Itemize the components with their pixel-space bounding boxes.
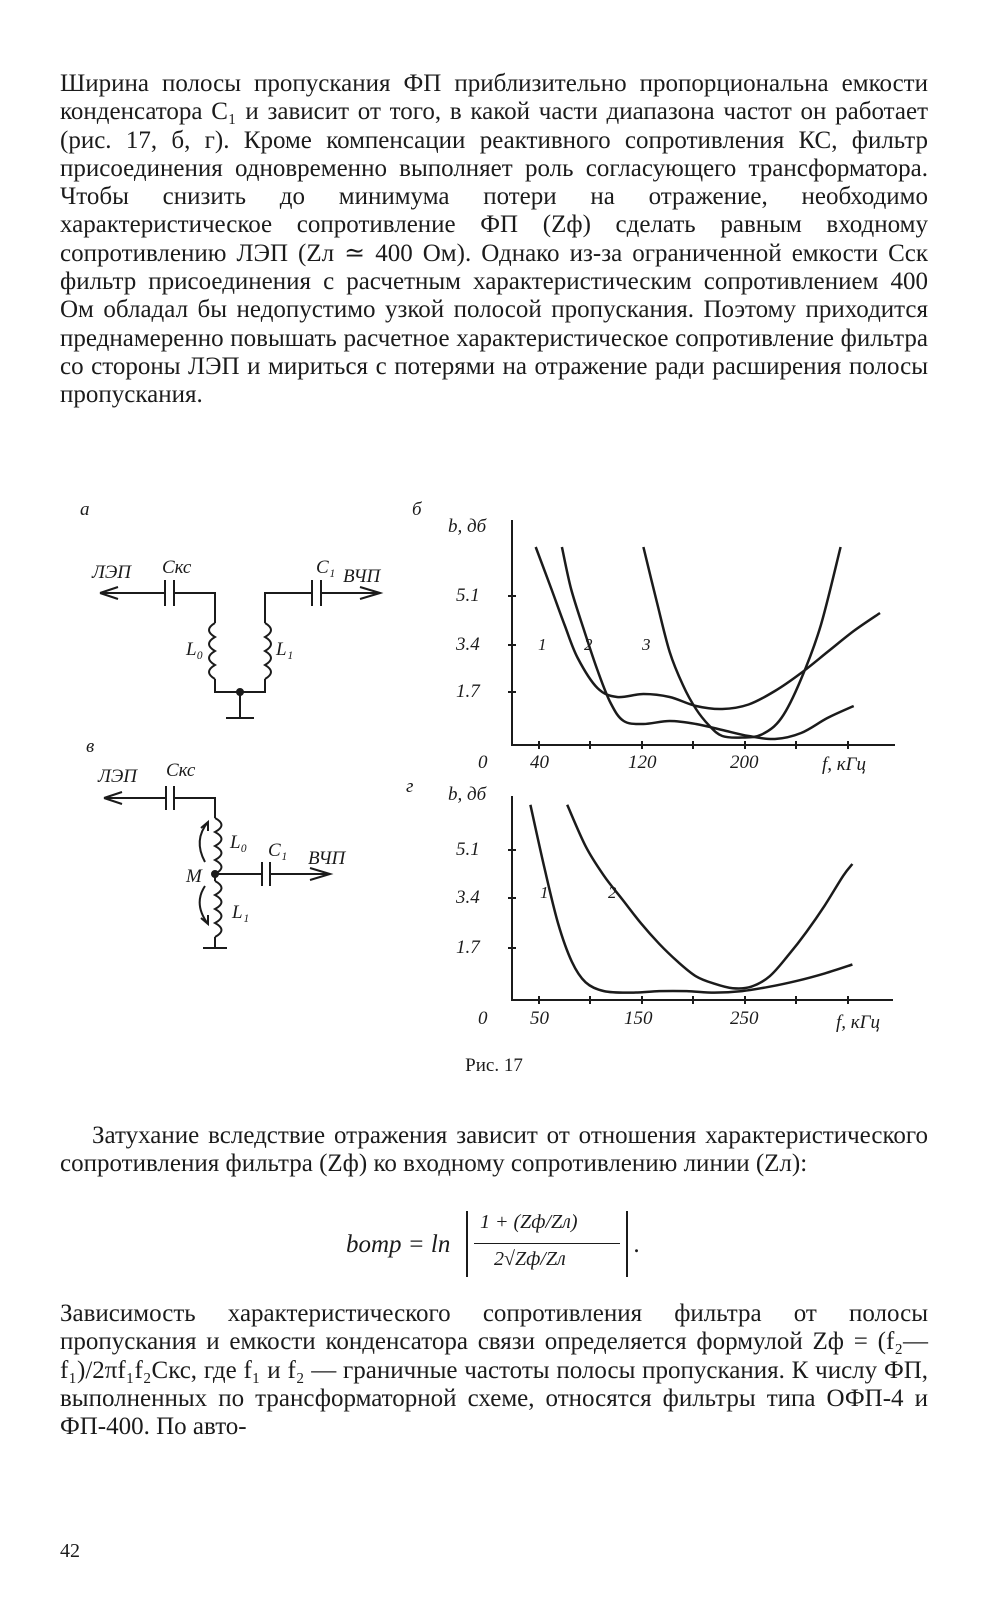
chart-b-series xyxy=(536,547,880,739)
panel-v-ind-0-label: L₀ xyxy=(230,832,248,853)
panel-v-mutual-label: M xyxy=(186,866,202,887)
chart-b-xtick-200: 200 xyxy=(730,752,759,773)
chart-g-ytick-1-7: 1.7 xyxy=(456,937,480,958)
chart-b-ytick-5-1: 5.1 xyxy=(456,585,480,606)
panel-v-label: в xyxy=(86,736,95,757)
chart-b-series-3-label: 3 xyxy=(642,635,651,654)
chart-b-xtick-40: 40 xyxy=(530,752,549,773)
chart-g-series-1-line xyxy=(530,805,852,993)
chart-b-series-3-line xyxy=(643,547,840,738)
chart-g-series-2-line xyxy=(567,805,852,989)
page-number: 42 xyxy=(60,1540,80,1562)
formula-abs-right xyxy=(626,1211,628,1277)
paragraph-reflection-text: Затухание вследствие отражения зависит от отношения характеристического сопротивления фильтра (Zф) ко входному сопротивлению линии (Zл): xyxy=(60,1122,928,1178)
chart-b-origin-label: 0 xyxy=(478,752,488,773)
chart-b-panel-label: б xyxy=(412,499,422,520)
panel-a-ind-0-label: L₀ xyxy=(186,639,204,660)
chart-g-series-2-label: 2 xyxy=(608,883,617,902)
formula-denominator: 2√Zф/Zл xyxy=(494,1248,566,1270)
schematic-a xyxy=(100,580,380,718)
chart-g-origin-label: 0 xyxy=(478,1008,488,1029)
chart-g-ylabel: b, дб xyxy=(448,784,487,805)
panel-v-cap-1-label: C₁ xyxy=(268,840,288,861)
chart-b-xlabel: f, кГц xyxy=(822,754,866,775)
panel-v-cap-ks-label: Cкс xyxy=(166,760,196,781)
panel-a-cap-1-label: C₁ xyxy=(316,557,336,578)
chart-g-xtick-50: 50 xyxy=(530,1008,549,1029)
panel-a-ind-1-label: L₁ xyxy=(276,639,294,660)
chart-b-series-1-line xyxy=(536,547,880,709)
paragraph-dependency: Зависимость характеристического сопротивления фильтра от полосы пропускания и емкости конденсатора связи определяется формулой Zф = (f₂—f₁)/2πf₁f₂Cкс, где f₁ и f₂ — граничные частоты полосы пропускания. К числу ФП, выполненных по трансформаторной схеме, относятся фильтры типа ОФП-4 и ФП-400. По авто- xyxy=(60,1300,928,1441)
formula-fraction-line xyxy=(474,1243,620,1244)
chart-b-ytick-3-4: 3.4 xyxy=(456,634,480,655)
chart-b-ytick-1-7: 1.7 xyxy=(456,681,480,702)
chart-g-axes xyxy=(508,796,893,1004)
chart-b-xtick-120: 120 xyxy=(628,752,657,773)
chart-g-xlabel: f, кГц xyxy=(836,1012,880,1033)
chart-g-series xyxy=(530,805,852,993)
chart-b-series-2-label: 2 xyxy=(584,635,593,654)
formula-numerator: 1 + (Zф/Zл) xyxy=(480,1211,578,1233)
panel-a-right-terminal: ВЧП xyxy=(343,566,381,587)
panel-v-left-terminal: ЛЭП xyxy=(98,766,138,787)
panel-v-right-terminal: ВЧП xyxy=(308,848,346,869)
chart-g-xtick-150: 150 xyxy=(624,1008,653,1029)
panel-v-ind-1-label: L₁ xyxy=(232,902,250,923)
paragraph-reflection xyxy=(60,1122,928,1179)
panel-a-label: а xyxy=(80,499,90,520)
formula-abs-left xyxy=(466,1211,468,1277)
chart-b-ylabel: b, дб xyxy=(448,516,487,537)
figure-caption: Рис. 17 xyxy=(465,1055,523,1076)
chart-b-axes xyxy=(508,520,895,749)
formula-lhs: bотр = ln xyxy=(346,1231,451,1258)
chart-g-ytick-5-1: 5.1 xyxy=(456,839,480,860)
chart-b-series-1-label: 1 xyxy=(538,635,547,654)
chart-b-series-2-line xyxy=(562,547,854,739)
schematic-v xyxy=(104,786,330,948)
panel-a-cap-ks-label: Cкс xyxy=(162,557,192,578)
chart-g-xtick-250: 250 xyxy=(730,1008,759,1029)
chart-g-panel-label: г xyxy=(406,776,414,797)
formula-trailing: . xyxy=(634,1231,641,1258)
chart-g-series-1-label: 1 xyxy=(540,883,549,902)
chart-g-ytick-3-4: 3.4 xyxy=(456,887,480,908)
panel-a-left-terminal: ЛЭП xyxy=(92,562,132,583)
paragraph-intro: Ширина полосы пропускания ФП приблизительно пропорциональна емкости конденсатора C₁ и зависит от того, в какой части диапазона частот он работает (рис. 17, б, г). Кроме компенсации реактивного сопротивления КС, фильтр присоединения одновременно выполняет роль согласующего трансформатора. Чтобы снизить до минимума потери на отражение, необходимо характеристическое сопротивление ФП (Zф) сделать равным входному сопротивлению ЛЭП (Zл ≃ 400 Ом). Однако из-за ограниченной емкости Cск фильтр присоединения с расчетным характеристическим сопротивлением 400 Ом обладал бы недопустимо узкой полосой пропускания. Поэтому приходится преднамеренно повышать расчетное характеристическое сопротивление фильтра со стороны ЛЭП и мириться с потерями на отражение ради расширения полосы пропускания. xyxy=(60,70,928,409)
